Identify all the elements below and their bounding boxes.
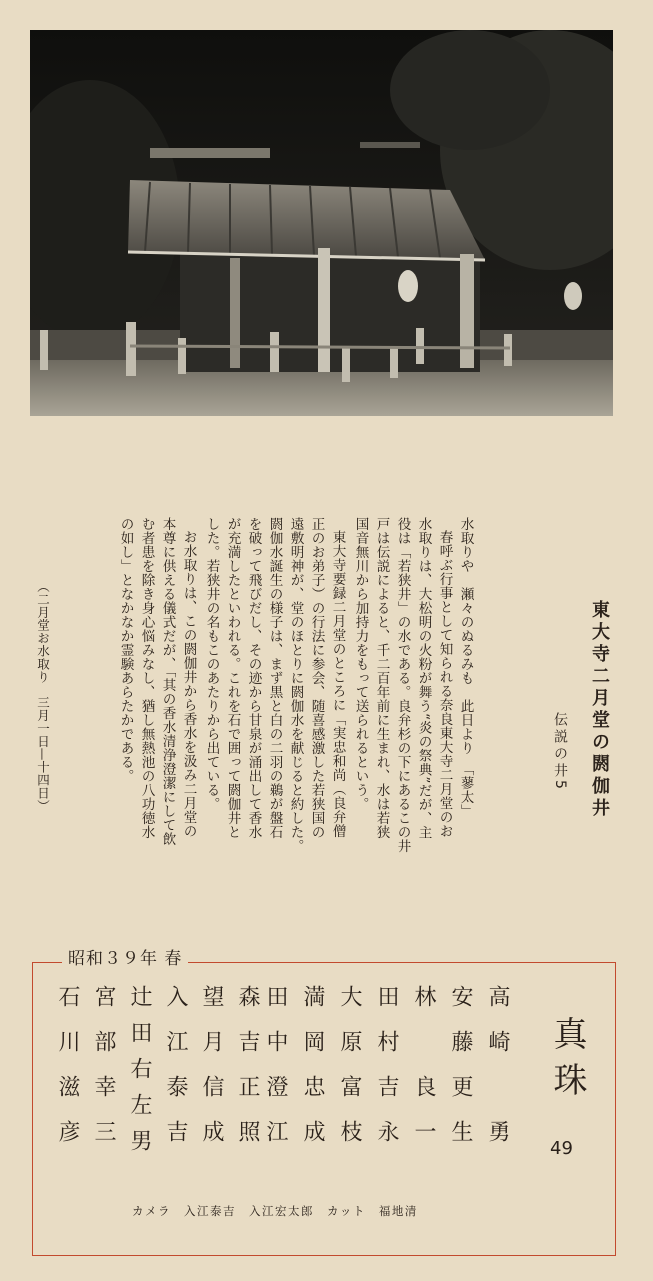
contributor-name: 森吉正照 <box>235 985 260 1165</box>
body-column: した。若狭井の名もこのあたりから出ている。 <box>203 517 220 811</box>
event-date-note: （二月堂お水取り 三月一日—十四日） <box>35 580 51 813</box>
body-column: 役は「若狭井」の水である。良弁杉の下にあるこの井 <box>394 517 411 853</box>
contributor-name: 大原富枝 <box>337 985 362 1165</box>
contributor-name: 望月信成 <box>199 985 224 1165</box>
issue-season: 昭和３９年 春 <box>62 944 188 969</box>
body-column: む者患を除き身心悩みなし、猶し無熱池の八功徳水 <box>138 517 155 839</box>
body-column: 本尊に供える儀式だが、「其の香水清浄澄潔にして飲 <box>159 517 176 847</box>
contributor-name: 入江泰吉 <box>163 985 188 1165</box>
contributor-name: 田村吉永 <box>374 985 399 1165</box>
photo-akai-well-house <box>30 30 613 416</box>
contributor-name: 高崎 勇 <box>485 985 510 1165</box>
contributor-name: 田中澄江 <box>263 985 288 1165</box>
body-column: 水取りは、大松明の火粉が舞う“炎の祭典”だが、主 <box>415 517 432 840</box>
body-column: の如し」となかなか霊験あらたかである。 <box>117 517 134 783</box>
article-title: 東大寺二月堂の閼伽井 <box>589 600 610 820</box>
body-column: 東大寺要録二月堂のところに「実忠和尚（良弁僧 <box>329 530 346 838</box>
issue-number: 49 <box>550 1138 573 1159</box>
article-subtitle: 伝説の井5 <box>552 712 568 792</box>
body-column: 正のお弟子）の行法に参会、随喜感激した若狭国の <box>308 517 325 839</box>
body-column: 春呼ぶ行事として知られる奈良東大寺二月堂のお <box>436 530 453 838</box>
contributor-name: 石川滋彦 <box>55 985 80 1165</box>
body-column: を破って飛びだし、その迹から甘泉が涌出して香水 <box>245 517 262 839</box>
body-column: お水取りは、この閼伽井から香水を汲み二月堂の <box>180 530 197 838</box>
haiku-line: 水取りや 瀬々のぬるみも 此日より 「蓼太」 <box>457 517 474 819</box>
body-column: 遠敷明神が、堂のほとりに閼伽水を献じると約した。 <box>287 517 304 853</box>
contributor-name: 満岡忠成 <box>300 985 325 1165</box>
body-column: 戸は伝説によると、千二百年前に生まれ、水は若狭 <box>373 517 390 839</box>
photo-credits: カメラ 入江泰吉 入江宏太郎 カット 福地清 <box>132 1204 418 1218</box>
contributor-name: 宮部幸三 <box>91 985 116 1165</box>
contributor-name: 林 良一 <box>411 985 436 1165</box>
contributor-name: 辻田右左男 <box>127 985 152 1165</box>
body-column: が充満したといわれる。これを石で囲って閼伽井と <box>224 517 241 839</box>
magazine-title: 真珠 <box>547 1016 587 1108</box>
body-column: 国音無川から加持力をもって送られるという。 <box>352 517 369 811</box>
contributor-name: 安藤更生 <box>448 985 473 1165</box>
body-column: 閼伽水誕生の様子は、まず黒と白の二羽の鵜が盤石 <box>266 517 283 839</box>
